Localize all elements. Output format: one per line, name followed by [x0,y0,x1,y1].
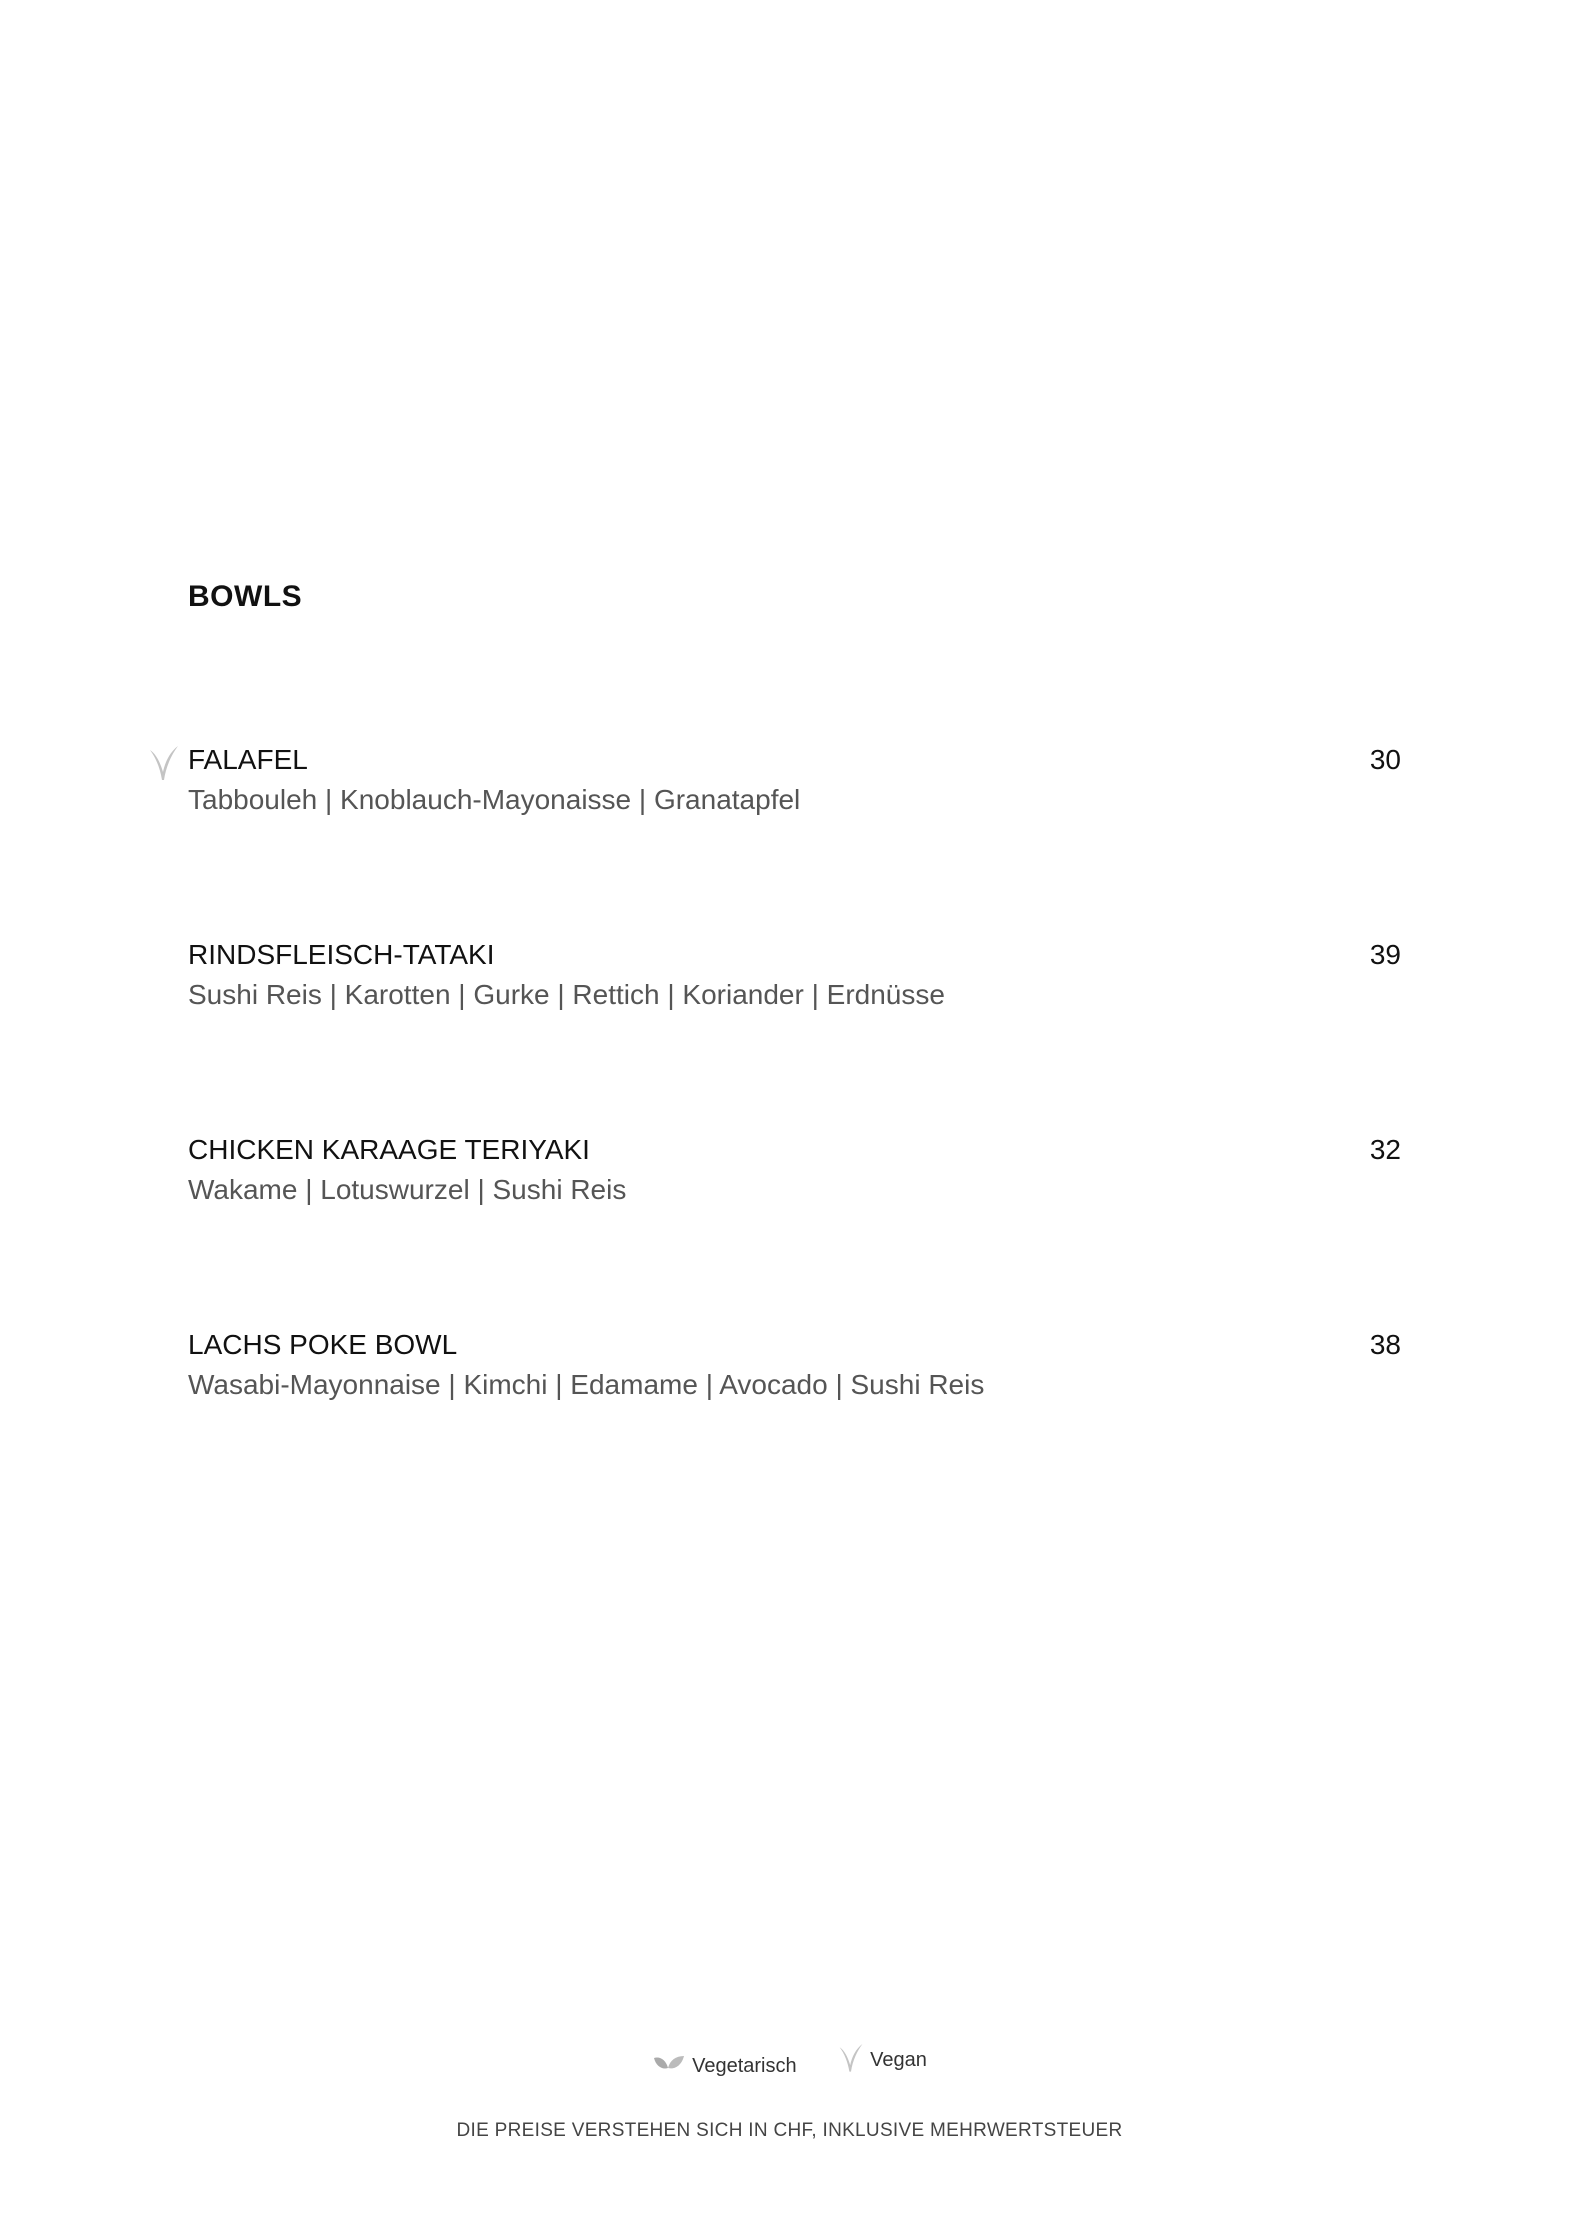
section-title: BOWLS [188,580,303,613]
item-name: CHICKEN KARAAGE TERIYAKI [188,1134,590,1165]
item-name: FALAFEL [188,744,308,775]
item-price: 32 [1369,1134,1401,1165]
legend-vegetarian-label: Vegetarisch [692,2054,797,2077]
item-name: RINDSFLEISCH-TATAKI [188,939,495,970]
vegetarian-leaves-icon [652,2052,692,2080]
vegan-leaf-icon [838,2040,870,2080]
item-description: Wasabi-Mayonnaise | Kimchi | Edamame | Avocado | Sushi Reis [188,1369,985,1400]
legend-vegan-label: Vegan [870,2048,927,2071]
legend-vegetarian [652,2052,797,2080]
menu-item-rindsfleisch-tataki [188,935,1401,1015]
item-name: LACHS POKE BOWL [188,1329,458,1360]
item-price: 39 [1369,939,1401,970]
menu-item-falafel [188,740,1401,820]
menu-item-chicken-karaage-teriyaki [188,1130,1401,1210]
footer-note: DIE PREISE VERSTEHEN SICH IN CHF, INKLUSIVE MEHRWERTSTEUER [456,2120,1123,2141]
vegan-leaf-icon [148,742,180,782]
menu-item-lachs-poke-bowl [188,1325,1401,1405]
diet-legend [0,2040,1579,2080]
item-description: Sushi Reis | Karotten | Gurke | Rettich | Koriander | Erdnüsse [188,979,945,1010]
item-price: 38 [1369,1329,1401,1360]
legend-vegan [838,2040,927,2080]
item-description: Tabbouleh | Knoblauch-Mayonaisse | Granatapfel [188,784,801,815]
item-price: 30 [1369,744,1401,775]
item-description: Wakame | Lotuswurzel | Sushi Reis [188,1174,627,1205]
